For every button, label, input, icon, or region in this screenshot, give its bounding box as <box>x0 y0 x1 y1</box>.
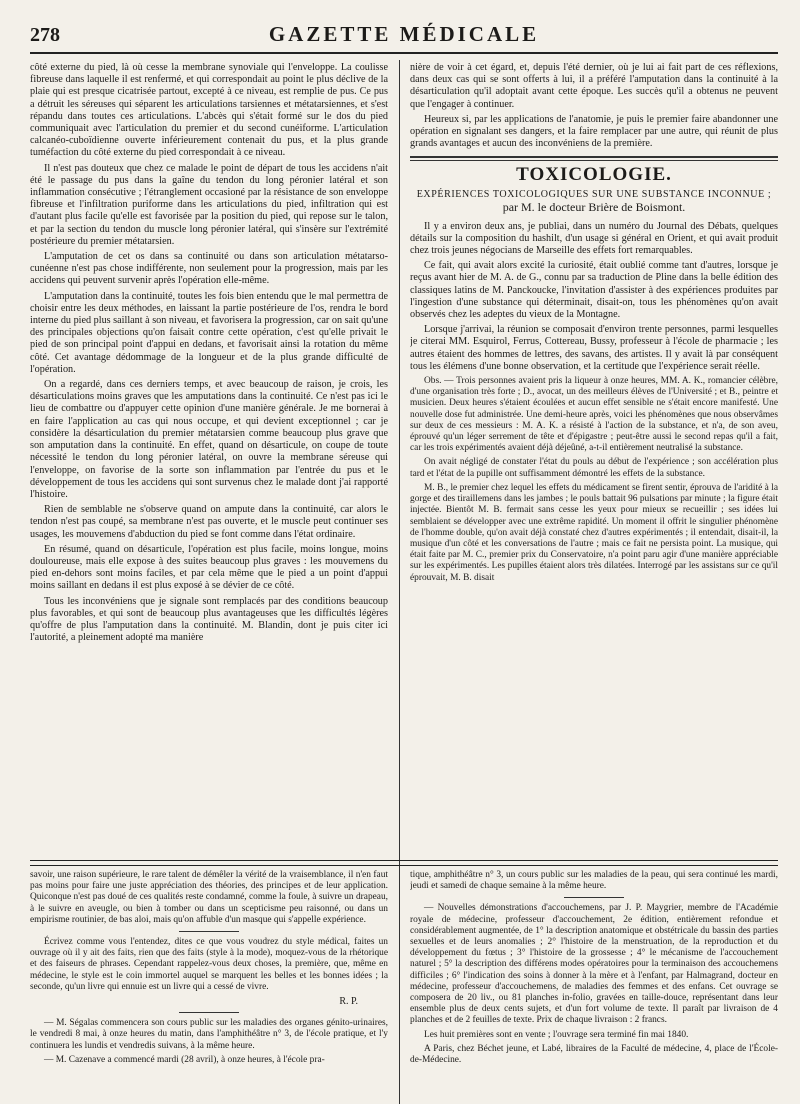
observation-paragraph: On avait négligé de constater l'état du pouls au début de l'expérience ; son accélération plus tard et l'état de la pupille ont suffisamment démontré les effets de la substance. <box>410 457 778 479</box>
section-title: TOXICOLOGIE. <box>516 164 672 186</box>
advertisement: — Nouvelles démonstrations d'accouchemens, par J. P. Maygrier, membre de l'Académie royale de médecine, professeur d'accouchement, 2e édition, entièrement refondue et considérablement augmentée, de 1° la description anatomique et obstétricale du bassin des parties sexuelles et de leurs anomalies ; 2° l'histoire de la menstruation, de la reproduction et du développement du fœtus ; 3° l'histoire de la grossesse ; 4° le mécanisme de l'accouchement naturel ; 5° la description des différens modes opératoires pour la terminaison des accouchemens difficiles ; 6° l'indication des soins à donner à la mère et à l'enfant, par Halmagrand, docteur en médecine, professeur d'accouchemens, de maladies des femmes et des enfans. Cet ouvrage se composera de 20 liv., ou 81 planches in-folio, gravées en taille-douce, représentant dans leur ensemble plus de deux cents sujets, et d'un fort volume de texte. Il paraît par livraison de 4 planches et de 2 feuilles de texte. Prix de chaque livraison : 2 francs. <box>410 903 778 1026</box>
separator <box>179 1012 239 1013</box>
paragraph: nière de voir à cet égard, et, depuis l'été dernier, où je lui ai fait part de ces réflexions, dans deux cas qui se sont offerts à lui, il a préféré l'amputation dans la continuité à la désarticulation qu'il adoptait avant cette époque. Les succès qu'il a obtenus ne peuvent que l'engager à continuer. <box>410 62 778 110</box>
paragraph: Il y a environ deux ans, je publiai, dans un numéro du Journal des Débats, quelques détails sur la composition du hashilt, d'un usage si général en Orient, et qui avait produit chez trois jeunes négocians de Marseille des effets fort remarquables. <box>410 220 778 257</box>
signature: R. P. <box>339 996 358 1008</box>
article-title <box>410 188 778 215</box>
journal-title: GAZETTE MÉDICALE <box>268 22 540 46</box>
right-column-bottom <box>410 870 778 1100</box>
paragraph: On a regardé, dans ces derniers temps, et avec beaucoup de raison, je crois, les désarticulations moins graves que les amputations dans la continuité. Ce n'est pas ici le lieu de combattre ou d'appuyer cette opinion d'une manière générale. Je me bornerai à en faire l'application au cas qui nous occupe, et qui devient exceptionnel ; car je considère la désarticulation du premier métatarsien comme beaucoup plus grave que son amputation dans la continuité. En effet, quand on désarticule, on coupe de toute nécessité le tendon du long péronier latéral, on ouvre la membrane séreuse qui l'enveloppe, on favorise de la sorte son inflammation par l'entrée du pus et le développement de tous les accidens qui sont survenus chez le malade dont j'ai rapporté l'histoire. <box>30 379 388 500</box>
left-column-bottom <box>30 870 388 1100</box>
paragraph: Ce fait, qui avait alors excité la curiosité, était oublié comme tant d'autres, lorsque je reçus avant hier de M. A. de G., connu par sa traduction de Pline dans la belle édition des classiques latins de M. Panckoucke, l'invitation d'assister à des expériences produites par l'ingestion d'une substance qui déterminait, disait-on, tous les phénomènes qu'on avait observés chez les adeptes du vieux de la Montagne. <box>410 260 778 321</box>
feuilleton-divider <box>30 860 778 866</box>
separator <box>564 897 624 898</box>
paragraph: Rien de semblable ne s'observe quand on ampute dans la continuité, car alors le tendon n'est pas coupé, sa membrane n'est pas ouverte, et le muscle peut continuer ses usages, les mouvemens d'abduction du pied se font comme dans l'état ordinaire. <box>30 504 388 540</box>
paragraph: Tous les inconvéniens que je signale sont remplacés par des conditions beaucoup plus favorables, et qui sont de beaucoup plus avantageuses que les difficultés légères qu'offre de plus l'amputation dans la continuité. M. Blandin, dont je puis citer ici l'autorité, a pleinement adopté ma manière <box>30 595 388 644</box>
observation-paragraph: Obs. — Trois personnes avaient pris la liqueur à onze heures, MM. A. K., romancier célèbre, d'une organisation très forte ; D., avocat, un des meilleurs élèves de l'Université ; et B., peintre et musicien. Deux heures s'étaient écoulées et aucun effet sensible ne s'était encore manifesté. Une nouvelle dose fut administrée. Une demi-heure après, voici les phénomènes que nous observâmes sur deux de ces messieurs : M. A. K. a résisté à l'action de la substance, et n'a, de son aveu, éprouvé qu'un léger serrement de tête et d'épigastre ; peut-être aussi le second repas qu'il a fait, car les trois expérimentés avaient déjà déjeûné, a-t-il entièrement neutralisé la substance. <box>410 376 778 454</box>
observation-paragraph: M. B., le premier chez lequel les effets du médicament se firent sentir, éprouva de l'aridité à la gorge et des tiraillemens dans les jambes ; le pouls battait 96 pulsations par minute ; la figure était injectée. Bientôt M. B. fermait sans cesse les yeux pour mieux se recueillir ; ses idées lui semblaient se développer avec une extrême rapidité. Un moment il offrit le singulier phénomène de l'homme double, qu'on avait déjà constaté chez d'autres expérimentés ; il entendait, disait-il, la musique d'un côté et les conversations de l'autre ; mais ce fait ne persista point. La musique, qui était faite par M. C., premier prix du Conservatoire, n'a point paru agir d'une manière appréciable sur les expérimentés. Les pupilles étaient alors très dilatées. Interrogé par les assistans sur ce qu'il éprouvait, M. B. disait <box>410 482 778 583</box>
page-number: 278 <box>30 24 60 46</box>
right-column-top <box>410 62 778 862</box>
paragraph: Il n'est pas douteux que chez ce malade le point de départ de tous les accidens n'ait été le passage du pus dans la gaîne du tendon du long péronier latéral et son inflammation consécutive ; l'étranglement occasioné par la résistance de son enveloppe fibreuse et l'infiltration puriforme dans les articulations du pied, infiltration qui est d'autant plus facile qu'elle est favorisée par la position du pied, qui repose sur le talon, et par la section du tendon du muscle long péronier latéral, qui s'insère sur l'extrémité postérieure du premier métatarsien. <box>30 162 388 247</box>
notice: — M. Ségalas commencera son cours public sur les maladies des organes génito-urinaires, le vendredi 8 mai, à onze heures du matin, dans l'amphithéâtre n° 3, de l'école pratique, et l'y continuera les lundis et vendredis suivans, à la même heure. <box>30 1018 388 1051</box>
advertisement-note: Les huit premières sont en vente ; l'ouvrage sera terminé fin mai 1840. <box>424 1029 689 1040</box>
paragraph: tique, amphithéâtre n° 3, un cours public sur les maladies de la peau, qui sera continué les mardi, jeudi et samedi de chaque semaine à la même heure. <box>410 870 778 892</box>
article-author: par M. le docteur Brière de Boismont. <box>502 199 686 214</box>
paragraph: En résumé, quand on désarticule, l'opération est plus facile, moins longue, moins douloureuse, mais elle expose à des suites beaucoup plus graves : les mouvemens du pied en-dehors sont moins faciles, et par cela même que le pied a un point d'appui moins saillant en dedans il est plus exposé à se dévier de ce côté. <box>30 543 388 592</box>
left-column-top <box>30 62 388 862</box>
paragraph: L'amputation dans la continuité, toutes les fois bien entendu que le mal permettra de choisir entre les deux méthodes, en laissant la partie postérieure de l'os, rendra le bord interne du pied plus saillant à son niveau, et favorisera la progression, car on sait qu'une des principales objections qu'on faisait contre cette opération, c'est qu'elle privait le pied de son principal point d'appui en dedans, et favorisait ainsi la rotation du même côté. Cet avantage dédommage de la longueur et de la plus grande difficulté de l'opération. <box>30 290 388 375</box>
separator <box>179 931 239 932</box>
publisher-address: A Paris, chez Béchet jeune, et Labé, libraires de la Faculté de médecine, 4, place de l'École-de-Médecine. <box>410 1043 778 1066</box>
paragraph: savoir, une raison supérieure, le rare talent de démêler la vérité de la vraisemblance, il n'en faut pas moins pour faire une juste appréciation des théories, des principes et de leur application. Quiconque n'est pas doué de ces qualités reste condamné, comme la foule, à suivre un drapeau, à le suivre en aveugle, ou bien à tomber ou dans un scepticisme peu raisonné, ou dans un empirisme routinier, de bas aloi, mais qu'on affuble d'un masque qui s'appelle expérience. <box>30 870 388 925</box>
paragraph: côté externe du pied, là où cesse la membrane synoviale qui l'enveloppe. La coulisse fibreuse dans laquelle il est renfermé, et qui correspondait au point le plus déclive de la plaie qui est presque cicatrisée partout, excepté à ce niveau, est remplie de pus. Ce pus a détruit les séreuses qui séparent les articulations tarsiennes et métatarsiennes, et s'est répandu dans toutes ces articulations. L'abcès qui s'était formé sur le dos du pied communiquait avec l'articulation du premier et du second cunéiforme. L'articulation calcanéo-cuboïdienne ouverte inférieurement contenait du pus, et la plus grande tuméfaction du côté externe du pied correspondait à ce niveau. <box>30 62 388 159</box>
section-divider <box>410 156 778 161</box>
column-divider <box>399 60 400 1104</box>
paragraph: Lorsque j'arrivai, la réunion se composait d'environ trente personnes, parmi lesquelles je citerai MM. Esquirol, Ferrus, Cottereau, Bussy, professeur à l'école de pharmacie ; les autres étaient des hommes de lettres, des savans, des artistes. Il y avait là par conséquent tous les élémens d'une bonne observation, et la certitude que l'expérience serait réelle. <box>410 324 778 372</box>
notice: — M. Cazenave a commencé mardi (28 avril), à onze heures, à l'école pra- <box>44 1054 325 1065</box>
article-title-text: EXPÉRIENCES TOXICOLOGIQUES SUR UNE SUBSTANCE INCONNUE ; <box>416 188 772 200</box>
paragraph: Écrivez comme vous l'entendez, dites ce que vous voudrez du style médical, faites un ouvrage où il y ait des faits, rien que des faits (style à la mode), moquez-vous de la rhétorique et des faiseurs de phrases. Cependant rappelez-vous deux choses, la première, que, même en médecine, le style est le coin immortel auquel se marquent les belles et les bonnes idées ; la seconde, qu'un livre qui ennuie est un livre qui a cessé de vivre. <box>30 937 388 992</box>
page-header <box>30 18 778 54</box>
paragraph: L'amputation de cet os dans sa continuité ou dans son articulation métatarso-cunéenne n'est pas chose indifférente, non seulement pour la progression, mais par les accidens qui peuvent survenir après l'opération elle-même. <box>30 251 388 287</box>
paragraph: Heureux si, par les applications de l'anatomie, je puis le premier faire abandonner une opération en signalant ses dangers, et la faire remplacer par une autre, qui réunit de plus grands avantages et aucun des inconvéniens de la première. <box>410 113 778 150</box>
